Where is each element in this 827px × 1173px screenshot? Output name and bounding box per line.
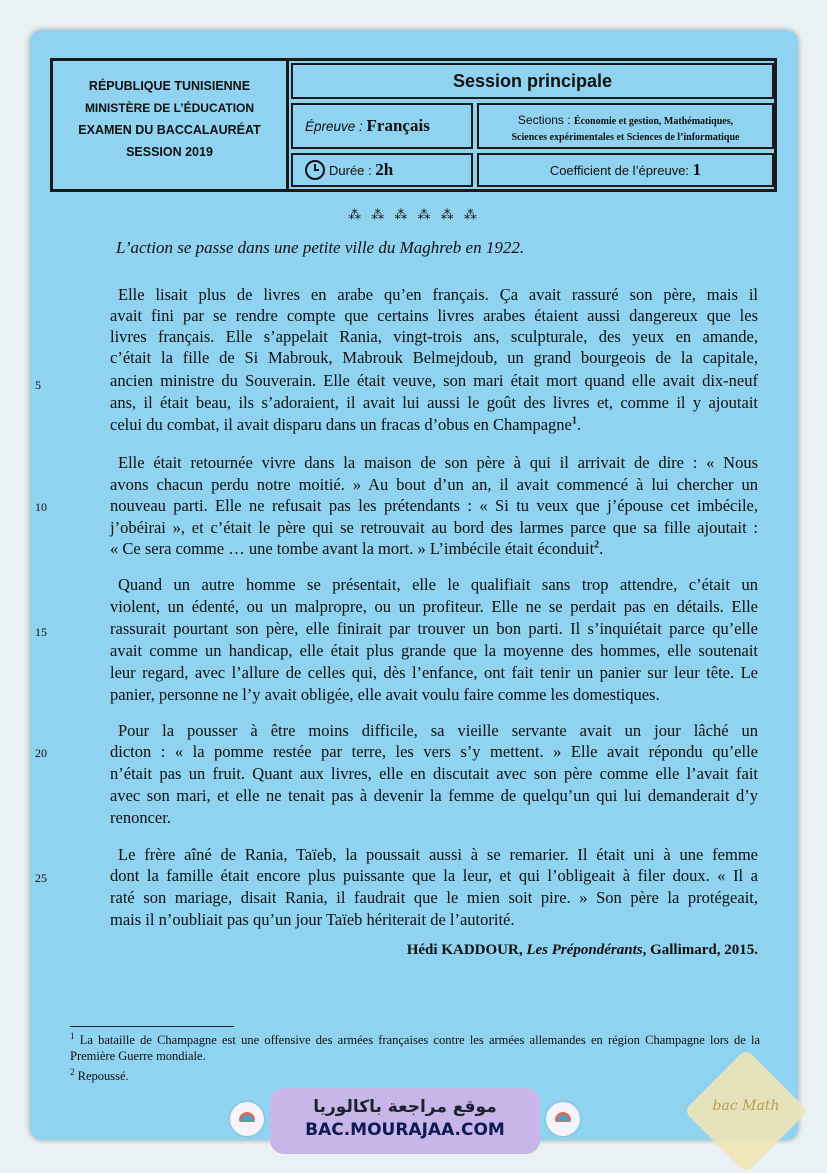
site-logo-icon [546, 1102, 580, 1136]
citation-title: Les Prépondérants [526, 942, 643, 958]
text-line: Quand un autre homme se présentait, elle le qualifiait sans trop attendre, c’était un [118, 575, 758, 594]
text-line: violent, un édenté, ou un malpropre, ou un profiteur. Elle ne se perdait pas en détails. Elle [110, 597, 758, 616]
ministry-label: MINISTÈRE DE L’ÉDUCATION [84, 101, 255, 115]
text-line: dicton : « la pomme restée par terre, les vers s’y mettent. » Elle avait répondu qu’elle [110, 742, 758, 761]
line-number: 15 [35, 625, 47, 639]
text-line: n’était pas un fruit. Quant aux livres, elle en discutait avec son père comme elle l’avait fait [110, 764, 758, 783]
epreuve-label: Épreuve : [305, 119, 367, 134]
text-line: c’était la fille de Si Mabrouk, Mabrouk Belmejdoub, un grand bourgeois de la capitale, [110, 348, 758, 367]
text-line: avait fini par se rendre compte que certains livres arabes étaient aussi dangereux que les [110, 306, 758, 325]
source-citation [407, 942, 758, 959]
footnote-2 [70, 1068, 760, 1084]
citation-publisher: , Gallimard, 2015. [642, 942, 758, 958]
text-line: ancien ministre du Souverain. Elle était veuve, son mari était mort quand elle avait dix-neuf [110, 371, 758, 390]
line-number: 10 [35, 500, 47, 514]
text-line: renoncer. [110, 808, 171, 827]
ornament-divider: ⁂ ⁂ ⁂ ⁂ ⁂ ⁂ [348, 208, 480, 223]
intro-sentence: L’action se passe dans une petite ville du Maghreb en 1922. [116, 238, 525, 257]
duration-value: 2h [375, 160, 394, 179]
text-line: ans, il était beau, ils s’adoraient, il avait lui aussi le goût des livres et, comme il y ajoutait [110, 393, 758, 412]
bacmath-watermark-text: bac Math [712, 1098, 780, 1114]
text-line: panier, personne ne l’y avait obligée, elle avait voulu faire comme les domestiques. [110, 685, 660, 704]
text-line: raté son mariage, disait Rania, il faudrait que le mien soit pire. » Son père la protégeait, [110, 888, 758, 907]
line-number: 20 [35, 746, 47, 760]
line-number: 5 [35, 378, 41, 392]
text-line: Le frère aîné de Rania, Taïeb, la poussait aussi à se remarier. Il était uni à une femme [118, 845, 758, 864]
text-line: mais il n’oubliait pas qu’un jour Taïeb hériterait de l’autorité. [110, 910, 515, 929]
text-line: leur regard, avec l’allure de celles qui, dès l’enfance, ont fait tenir un panier sur leur tête. Le [110, 663, 758, 682]
footnote-text: Repoussé. [74, 1069, 129, 1083]
session-title: Session principale [291, 63, 774, 99]
footnote-number: 2 [70, 1066, 75, 1077]
footnote-text: La bataille de Champagne est une offensive des armées françaises contre les armées allemandes en région Champagne lors de la Première Guerre mondiale. [70, 1033, 760, 1063]
duration-label: Durée : [329, 163, 376, 178]
session-year-label: SESSION 2019 [126, 145, 213, 159]
sections-line1: Économie et gestion, Mathématiques, [573, 116, 734, 127]
site-banner-link[interactable] [270, 1088, 540, 1154]
line-number: 25 [35, 871, 47, 885]
text-line: avons chacun perdu notre moitié. » Au bout d’un an, il avait commencé à lui chercher un [110, 475, 758, 494]
text-line: avec son mari, et elle ne tenait pas à devenir la femme de quelqu’un qui lui demanderait d’y [110, 786, 758, 805]
sections-label: Sections : [517, 113, 574, 127]
text-line: celui du combat, il avait disparu dans un fracas d’obus en Champagne$^1$. [110, 415, 581, 434]
coefficient-label: Coefficient de l’épreuve: [549, 163, 693, 178]
text-line: rassurait pourtant son père, elle finirait par trouver un bon parti. Il s’inquiétait parce qu’elle [110, 619, 758, 638]
text-line-content: « Ce sera comme … une tombe avant la mort. » L’imbécile était éconduit [110, 539, 595, 558]
text-line-content: celui du combat, il avait disparu dans un fracas d’obus en Champagne [110, 415, 572, 434]
exam-page [30, 30, 798, 1140]
text-line: avait comme un handicap, elle était plus grande que la moyenne des hommes, elle soutenait [110, 641, 758, 660]
text-line: Elle était retournée vivre dans la maison de son père à qui il arrivait de dire : « Nous [118, 453, 758, 472]
passage-text [30, 30, 798, 1140]
site-name-arabic: موقع مراجعة باكالوريا [313, 1097, 497, 1117]
footnote-divider [70, 1026, 234, 1027]
footnote-ref: 2 [594, 539, 600, 551]
coefficient-value: 1 [692, 160, 702, 179]
text-line: dont la famille était encore plus puissante que la leur, et qui l’obligeait à filer doux. « Il a [110, 866, 758, 885]
exam-label: EXAMEN DU BACCALAURÉAT [78, 123, 261, 137]
footnote-1 [70, 1032, 760, 1064]
republic-label: RÉPUBLIQUE TUNISIENNE [88, 79, 251, 93]
sections-line2: Sciences expérimentales et Sciences de l’informatique [511, 132, 740, 143]
text-line: livres français. Elle s’appelait Rania, vingt-trois ans, sculpturale, des yeux en amande, [110, 327, 758, 346]
footnote-ref: 1 [571, 415, 577, 427]
text-line: j’obéirai », et c’était le père qui se retrouvait au bord des larmes parce que sa fille ajoutait : [110, 518, 758, 537]
site-logo-icon [230, 1102, 264, 1136]
text-line: nouveau parti. Elle ne refusait pas les prétendants : « Si tu veux que j’épouse cet imbécile, [110, 496, 758, 515]
text-line: Pour la pousser à être moins difficile, sa vieille servante avait un jour lâché un [118, 721, 758, 740]
text-line: Elle lisait plus de livres en arabe qu’en français. Ça avait rassuré son père, mais il [118, 285, 758, 304]
epreuve-value: Français [366, 116, 430, 135]
site-url: BAC.MOURAJAA.COM [305, 1120, 505, 1140]
footnote-number: 1 [70, 1030, 75, 1041]
citation-author: Hédi KADDOUR, [406, 942, 527, 958]
text-line: « Ce sera comme … une tombe avant la mort. » L’imbécile était éconduit$^2$. [110, 539, 604, 558]
